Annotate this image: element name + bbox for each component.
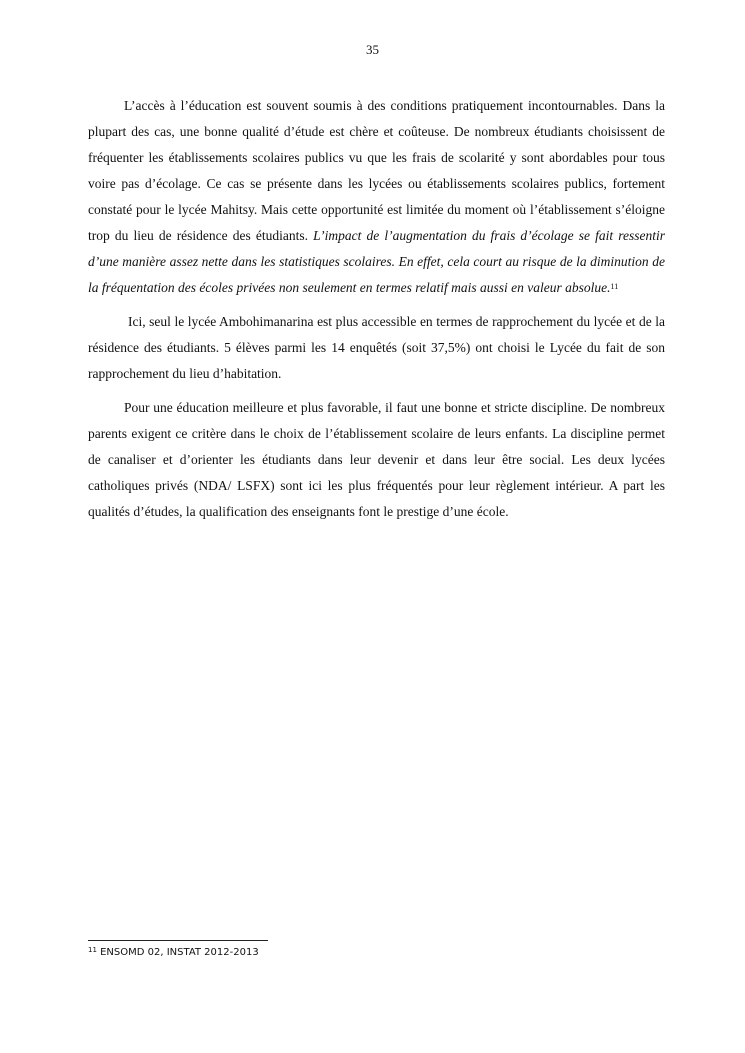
- footnote-separator: [88, 940, 268, 941]
- paragraph-discipline: Pour une éducation meilleure et plus favorable, il faut une bonne et stricte discipline. De nombreux parents exigent ce critère dans le choix de l’établissement scolaire de leurs enfants. La discipline permet de canaliser et d’orienter les étudiants dans leur devenir et dans leur être social. Les deux lycées catholiques privés (NDA/ LSFX) sont ici les plus fréquentés pour leur règlement intérieur. A part les qualités d’études, la qualification des enseignants font le prestige d’une école.: [88, 400, 665, 519]
- footnote-number: 11: [88, 946, 97, 954]
- page-number: 35: [366, 42, 379, 57]
- footnote-reference[interactable]: 11: [610, 282, 619, 291]
- footnote-text: ENSOMD 02, INSTAT 2012-2013: [100, 947, 259, 958]
- footnote: [88, 947, 259, 958]
- body-text: [88, 93, 665, 533]
- italic-quotation: L’impact de l’augmentation du frais d’écolage se fait ressentir d’une manière assez nette dans les statistiques scolaires. En effet, cela court au risque de la diminution de la fréquentation des écoles privées non seulement en termes relatif mais aussi en valeur absolue.: [88, 228, 665, 295]
- paragraph-text: L’accès à l’éducation est souvent soumis à des conditions pratiquement incontournables. Dans la plupart des cas, une bonne qualité d’étude est chère et coûteuse. De nombreux étudiants choisissent de fréquenter les établissements scolaires publics vu que les frais de scolarité y sont abordables pour tous voire pas d’écolage. Ce cas se présente dans les lycées ou établissements scolaires publics, fortement constaté pour le lycée Mahitsy. Mais cette opportunité est limitée du moment où l’établissement s’éloigne trop du lieu de résidence des étudiants.: [88, 98, 665, 243]
- paragraph-proximity: Ici, seul le lycée Ambohimanarina est plus accessible en termes de rapprochement du lycée et de la résidence des étudiants. 5 élèves parmi les 14 enquêtés (soit 37,5%) ont choisi le Lycée du fait de son rapprochement du lieu d’habitation.: [88, 314, 665, 381]
- paragraph-access-education: [88, 93, 665, 301]
